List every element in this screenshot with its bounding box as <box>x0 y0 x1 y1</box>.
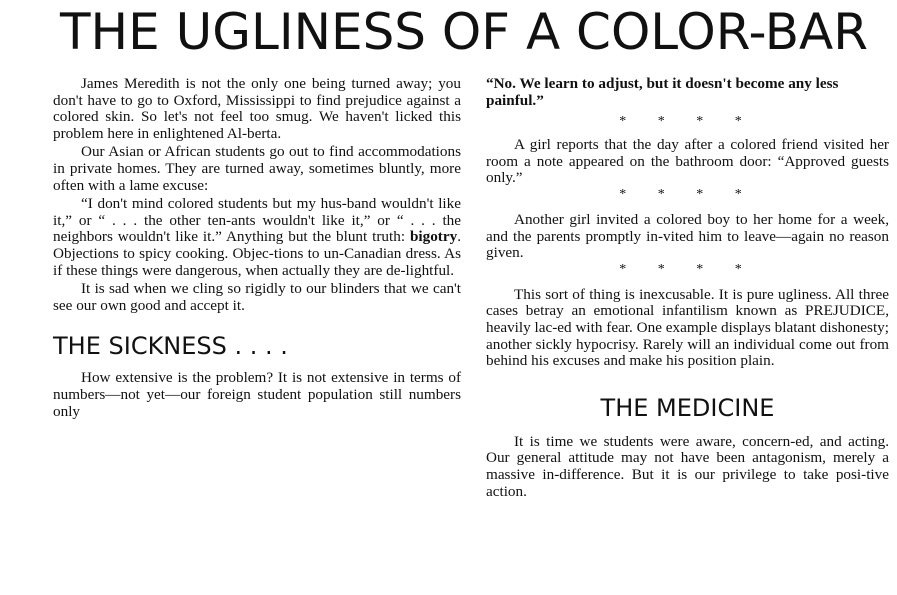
section-divider-2: * * * * <box>619 186 756 202</box>
paragraph-excuses <box>53 196 461 279</box>
paragraph-excuses-text-1: “I don't mind colored students but my hus-band wouldn't like it,” or “ . . . the other ten-ants wouldn't like it,” or “ . . . the neighbors wouldn't like it.” Anything but the blunt truth: <box>53 195 461 246</box>
heading-medicine: THE MEDICINE <box>600 393 775 422</box>
paragraph-meredith: James Meredith is not the only one being turned away; you don't have to go to Oxford, Mississippi to find prejudice against a colored skin. So let's not feel too smug. We haven't licked this problem here in enlightened Al-berta. <box>53 75 461 142</box>
right-column <box>486 76 889 500</box>
article-title: THE UGLINESS OF A COLOR-BAR <box>60 3 868 61</box>
paragraph-invitation: Another girl invited a colored boy to her home for a week, and the parents promptly in-vited him to leave—again no reason given. <box>486 210 889 262</box>
paragraph-action: It is time we students were aware, concern-ed, and acting. Our general attitude may not have been antagonism, merely a massive in-difference. But it is our privilege to take posi-tive action. <box>486 432 889 500</box>
paragraph-extent: How extensive is the problem? It is not extensive in terms of numbers—not yet—our foreign student population still numbers only <box>53 369 461 420</box>
paragraph-bathroom-note: A girl reports that the day after a colored friend visited her room a note appeared on the bathroom door: “Approved guests only.” <box>486 136 889 187</box>
paragraph-accommodations: Our Asian or African students go out to find accommodations in private homes. They are turned away, sometimes bluntly, more often with a lame excuse: <box>53 143 461 194</box>
paragraph-blinders: It is sad when we cling so rigidly to our blinders that we can't see our own good and accept it. <box>53 280 461 314</box>
student-quote: “No. We learn to adjust, but it doesn't become any less painful.” <box>486 75 839 109</box>
bigotry-emphasis: bigotry <box>409 228 458 246</box>
paragraph-excuses-text-2: . Objections to spicy cooking. Objec-tions to un-Canadian dress. As if these things were dangerous, when actually they are de-lightful. <box>53 228 461 279</box>
section-divider-3: * * * * <box>619 261 756 277</box>
paragraph-inexcusable: This sort of thing is inexcusable. It is pure ugliness. All three cases betray an emotional infantilism known as PREJUDICE, heavily lac-ed with fear. One example displays blatant dishonesty; another sickly hypocrisy. Rarely will an individual come out from behind his excuses and make his position plain. <box>486 285 889 370</box>
heading-sickness: THE SICKNESS . . . . <box>53 332 288 361</box>
section-divider-1: * * * * <box>619 114 756 130</box>
left-column <box>53 76 461 420</box>
